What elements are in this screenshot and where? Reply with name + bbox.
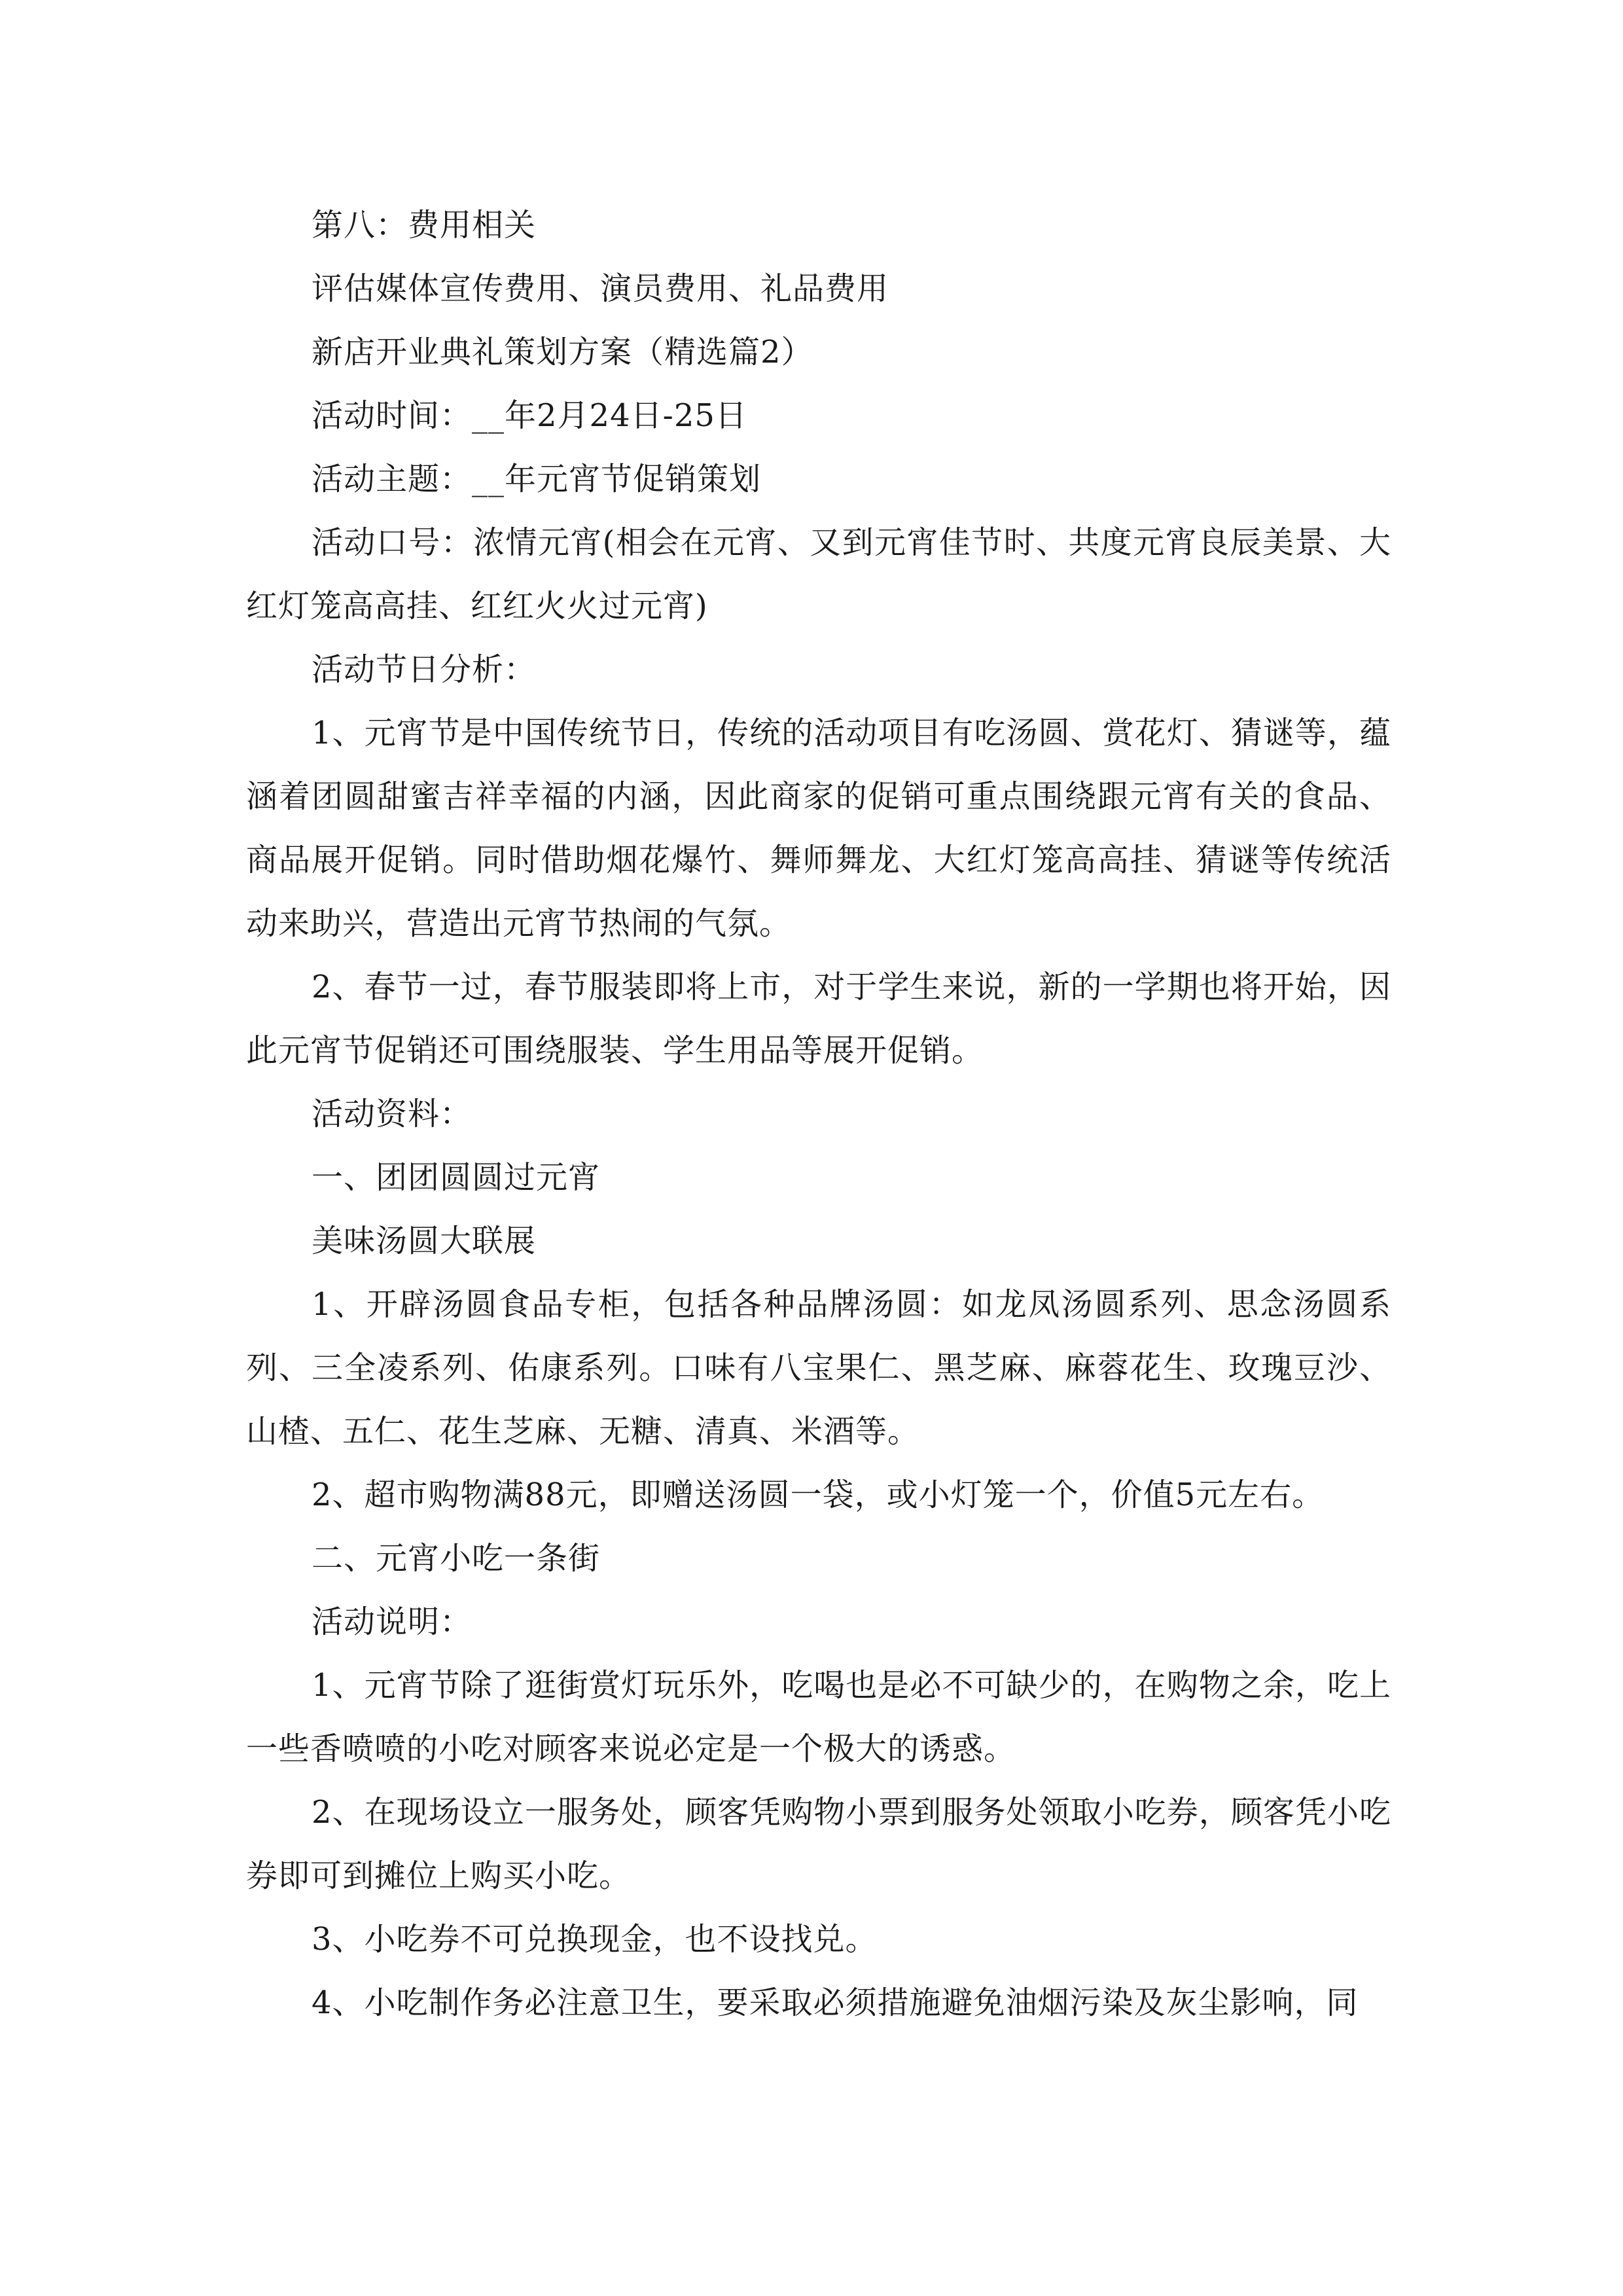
paragraph: 活动说明： xyxy=(312,1604,473,1640)
paragraph: 活动资料： xyxy=(312,1096,473,1132)
paragraph: 1、开辟汤圆食品专柜，包括各种品牌汤圆：如龙凤汤圆系列、思念汤圆系列、三全凌系列、佑康系列。口味有八宝果仁、黑芝麻、麻蓉花生、玫瑰豆沙、山楂、五仁、花生芝麻、无糖、清真、米酒等。 xyxy=(246,1286,1391,1450)
paragraph: 1、元宵节是中国传统节日，传统的活动项目有吃汤圆、赏花灯、猜谜等，蕴涵着团圆甜蜜吉祥幸福的内涵，因此商家的促销可重点围绕跟元宵有关的食品、商品展开促销。同时借助烟花爆竹、舞师舞龙、大红灯笼高高挂、猜谜等传统活动来助兴，营造出元宵节热闹的气氛。 xyxy=(246,715,1391,942)
paragraph: 2、超市购物满88元，即赠送汤圆一袋，或小灯笼一个，价值5元左右。 xyxy=(312,1477,1325,1513)
paragraph: 活动时间：__年2月24日-25日 xyxy=(312,397,747,434)
paragraph: 2、在现场设立一服务处，顾客凭购物小票到服务处领取小吃券，顾客凭小吃券即可到摊位上购买小吃。 xyxy=(246,1794,1391,1894)
paragraph: 活动节日分析： xyxy=(312,651,537,688)
paragraph: 评估媒体宣传费用、演员费用、礼品费用 xyxy=(312,270,889,307)
paragraph: 4、小吃制作务必注意卫生，要采取必须措施避免油烟污染及灰尘影响，同 xyxy=(312,1984,1359,2021)
paragraph: 活动口号：浓情元宵(相会在元宵、又到元宵佳节时、共度元宵良辰美景、大红灯笼高高挂、红红火火过元宵) xyxy=(246,524,1391,624)
paragraph: 新店开业典礼策划方案（精选篇2） xyxy=(312,334,813,370)
paragraph: 1、元宵节除了逛街赏灯玩乐外，吃喝也是必不可缺少的，在购物之余，吃上一些香喷喷的小吃对顾客来说必定是一个极大的诱惑。 xyxy=(246,1667,1391,1767)
paragraph: 第八：费用相关 xyxy=(312,207,537,243)
paragraph: 一、团团圆圆过元宵 xyxy=(312,1159,601,1196)
paragraph: 活动主题：__年元宵节促销策划 xyxy=(312,461,762,497)
document-body xyxy=(246,194,1391,2035)
paragraph: 二、元宵小吃一条街 xyxy=(312,1540,601,1577)
paragraph: 3、小吃券不可兑换现金，也不设找兑。 xyxy=(312,1921,878,1958)
paragraph: 美味汤圆大联展 xyxy=(312,1223,537,1259)
paragraph: 2、春节一过，春节服装即将上市，对于学生来说，新的一学期也将开始，因此元宵节促销还可围绕服装、学生用品等展开促销。 xyxy=(246,969,1391,1069)
